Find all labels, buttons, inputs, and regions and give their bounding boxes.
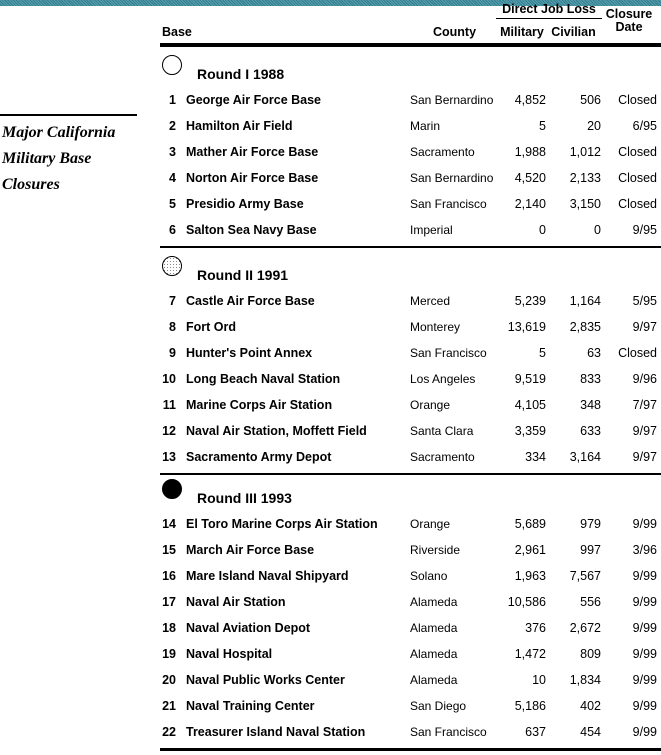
military-job-loss: 376 [525,621,546,635]
column-header-county: County [432,25,477,39]
row-number: 1 [169,93,176,107]
base-name: Norton Air Force Base [186,171,319,185]
civilian-job-loss: 979 [580,517,601,531]
row-number: 12 [162,424,176,438]
row-number: 19 [162,647,176,661]
base-name: Mather Air Force Base [186,145,319,159]
row-number: 5 [169,197,176,211]
page-title [0,120,152,198]
row-number: 16 [162,569,176,583]
base-name: Naval Aviation Depot [186,621,311,635]
military-job-loss: 4,105 [514,398,546,412]
civilian-job-loss: 997 [580,543,601,557]
county-name: San Francisco [410,197,487,211]
military-job-loss: 1,963 [514,569,546,583]
base-name: Naval Hospital [186,647,273,661]
base-name: Naval Air Station, Moffett Field [186,424,367,438]
county-name: Alameda [410,595,458,609]
table-row [160,537,661,563]
table-row [160,563,661,589]
base-name: Marine Corps Air Station [186,398,333,412]
county-name: Orange [410,398,451,412]
military-job-loss: 4,520 [514,171,546,185]
closure-date: 9/99 [632,673,657,687]
county-name: Alameda [410,621,458,635]
table-row [160,139,661,165]
table-body [160,55,661,751]
round-header [162,479,661,507]
closure-date: 9/99 [632,569,657,583]
round-header [162,256,661,284]
civilian-job-loss: 506 [580,93,601,107]
table-row [160,314,661,340]
base-name: Long Beach Naval Station [186,372,341,386]
civilian-job-loss: 2,133 [569,171,601,185]
civilian-job-loss: 1,164 [569,294,601,308]
row-number: 2 [169,119,176,133]
civilian-job-loss: 1,012 [569,145,601,159]
closure-date: 9/99 [632,647,657,661]
county-name: Sacramento [410,145,475,159]
closure-date: 5/95 [632,294,657,308]
page-title-line-1: Major California [2,124,116,141]
closure-date: 9/99 [632,699,657,713]
military-job-loss: 4,852 [514,93,546,107]
base-name: Hamilton Air Field [186,119,293,133]
civilian-job-loss: 402 [580,699,601,713]
civilian-job-loss: 0 [594,223,601,237]
table-bottom-rule [160,748,661,751]
row-number: 6 [169,223,176,237]
civilian-job-loss: 63 [587,346,601,360]
table-header [160,0,661,47]
closure-date: Closed [618,93,657,107]
page-title-line-2: Military Base [2,150,92,167]
section-divider [160,246,661,248]
military-job-loss: 13,619 [507,320,546,334]
military-job-loss: 5,689 [514,517,546,531]
base-name: Treasurer Island Naval Station [186,725,366,739]
civilian-job-loss: 556 [580,595,601,609]
closure-date: Closed [618,197,657,211]
military-job-loss: 3,359 [514,424,546,438]
table-row [160,87,661,113]
county-name: Solano [410,569,448,583]
circle-outline-icon [162,55,182,75]
closure-date: Closed [618,346,657,360]
sidebar [0,114,152,198]
military-job-loss: 0 [539,223,546,237]
table-row [160,615,661,641]
closure-date: 9/97 [632,424,657,438]
table-row [160,418,661,444]
round-title: Round II 1991 [197,267,289,283]
county-name: Monterey [410,320,461,334]
base-name: Fort Ord [186,320,236,334]
row-number: 9 [169,346,176,360]
base-name: Hunter's Point Annex [186,346,313,360]
closure-date: 9/95 [632,223,657,237]
closures-table [160,0,661,751]
closure-date: 9/99 [632,595,657,609]
base-name: Naval Training Center [186,699,315,713]
row-number: 22 [162,725,176,739]
table-row [160,217,661,243]
civilian-job-loss: 1,834 [569,673,601,687]
base-name: Presidio Army Base [186,197,304,211]
page-title-line-3: Closures [2,176,60,193]
table-row [160,113,661,139]
military-job-loss: 1,472 [514,647,546,661]
civilian-job-loss: 3,150 [569,197,601,211]
closure-date: 7/97 [632,398,657,412]
closure-date: 3/96 [632,543,657,557]
column-header-civilian: Civilian [551,25,596,39]
civilian-job-loss: 633 [580,424,601,438]
row-number: 18 [162,621,176,635]
closure-date: 9/99 [632,621,657,635]
base-name: Mare Island Naval Shipyard [186,569,349,583]
table-row [160,444,661,470]
table-row [160,511,661,537]
county-name: San Bernardino [410,171,494,185]
county-name: Marin [410,119,441,133]
round-section [160,55,661,248]
county-name: San Bernardino [410,93,494,107]
military-job-loss: 10,586 [507,595,546,609]
column-header-closure-date [601,8,657,34]
county-name: Orange [410,517,451,531]
table-row [160,340,661,366]
county-name: San Francisco [410,725,487,739]
table-row [160,693,661,719]
county-name: Merced [410,294,451,308]
military-job-loss: 5,239 [514,294,546,308]
row-number: 21 [162,699,176,713]
column-header-military: Military [500,25,544,39]
row-number: 10 [162,372,176,386]
closure-date: 9/99 [632,517,657,531]
closure-date: Closed [618,145,657,159]
base-name: Naval Public Works Center [186,673,345,687]
county-name: Imperial [410,223,453,237]
civilian-job-loss: 454 [580,725,601,739]
civilian-job-loss: 7,567 [569,569,601,583]
military-job-loss: 1,988 [514,145,546,159]
civilian-job-loss: 809 [580,647,601,661]
round-title: Round III 1993 [197,490,292,506]
round-header [162,55,661,83]
county-name: Riverside [410,543,461,557]
military-job-loss: 637 [525,725,546,739]
row-number: 13 [162,450,176,464]
civilian-job-loss: 3,164 [569,450,601,464]
closure-date: 9/99 [632,725,657,739]
closure-date: 9/97 [632,450,657,464]
row-number: 15 [162,543,176,557]
county-name: San Diego [410,699,467,713]
civilian-job-loss: 2,835 [569,320,601,334]
table-row [160,191,661,217]
table-row [160,589,661,615]
base-name: George Air Force Base [186,93,322,107]
military-job-loss: 5 [539,346,546,360]
table-row [160,641,661,667]
base-name: Naval Air Station [186,595,286,609]
base-name: March Air Force Base [186,543,315,557]
base-name: Sacramento Army Depot [186,450,332,464]
county-name: Sacramento [410,450,475,464]
closure-date: 6/95 [632,119,657,133]
round-section [160,479,661,751]
county-name: Alameda [410,673,458,687]
military-job-loss: 2,961 [514,543,546,557]
closure-date: Closed [618,171,657,185]
closure-date: 9/97 [632,320,657,334]
row-number: 20 [162,673,176,687]
sidebar-divider [0,114,137,116]
circle-stippled-icon [162,256,182,276]
military-job-loss: 334 [525,450,546,464]
table-row [160,366,661,392]
row-number: 4 [169,171,176,185]
column-group-header-direct-job-loss: Direct Job Loss [496,2,602,19]
military-job-loss: 5 [539,119,546,133]
civilian-job-loss: 20 [587,119,601,133]
round-section [160,256,661,475]
civilian-job-loss: 2,672 [569,621,601,635]
military-job-loss: 9,519 [514,372,546,386]
county-name: Alameda [410,647,458,661]
county-name: Los Angeles [410,372,476,386]
military-job-loss: 10 [532,673,546,687]
column-header-base: Base [162,25,192,39]
military-job-loss: 5,186 [514,699,546,713]
county-name: San Francisco [410,346,487,360]
table-row [160,667,661,693]
county-name: Santa Clara [410,424,474,438]
closure-label: Closure [605,7,653,21]
civilian-job-loss: 833 [580,372,601,386]
row-number: 7 [169,294,176,308]
row-number: 17 [162,595,176,609]
date-label: Date [615,20,643,34]
closure-date: 9/96 [632,372,657,386]
row-number: 3 [169,145,176,159]
base-name: El Toro Marine Corps Air Station [186,517,378,531]
row-number: 8 [169,320,176,334]
civilian-job-loss: 348 [580,398,601,412]
base-name: Castle Air Force Base [186,294,315,308]
circle-filled-icon [162,479,182,499]
section-divider [160,473,661,475]
table-row [160,392,661,418]
table-row [160,288,661,314]
row-number: 11 [162,398,176,412]
round-title: Round I 1988 [197,66,285,82]
base-name: Salton Sea Navy Base [186,223,317,237]
table-row [160,719,661,745]
row-number: 14 [162,517,176,531]
military-job-loss: 2,140 [514,197,546,211]
table-row [160,165,661,191]
